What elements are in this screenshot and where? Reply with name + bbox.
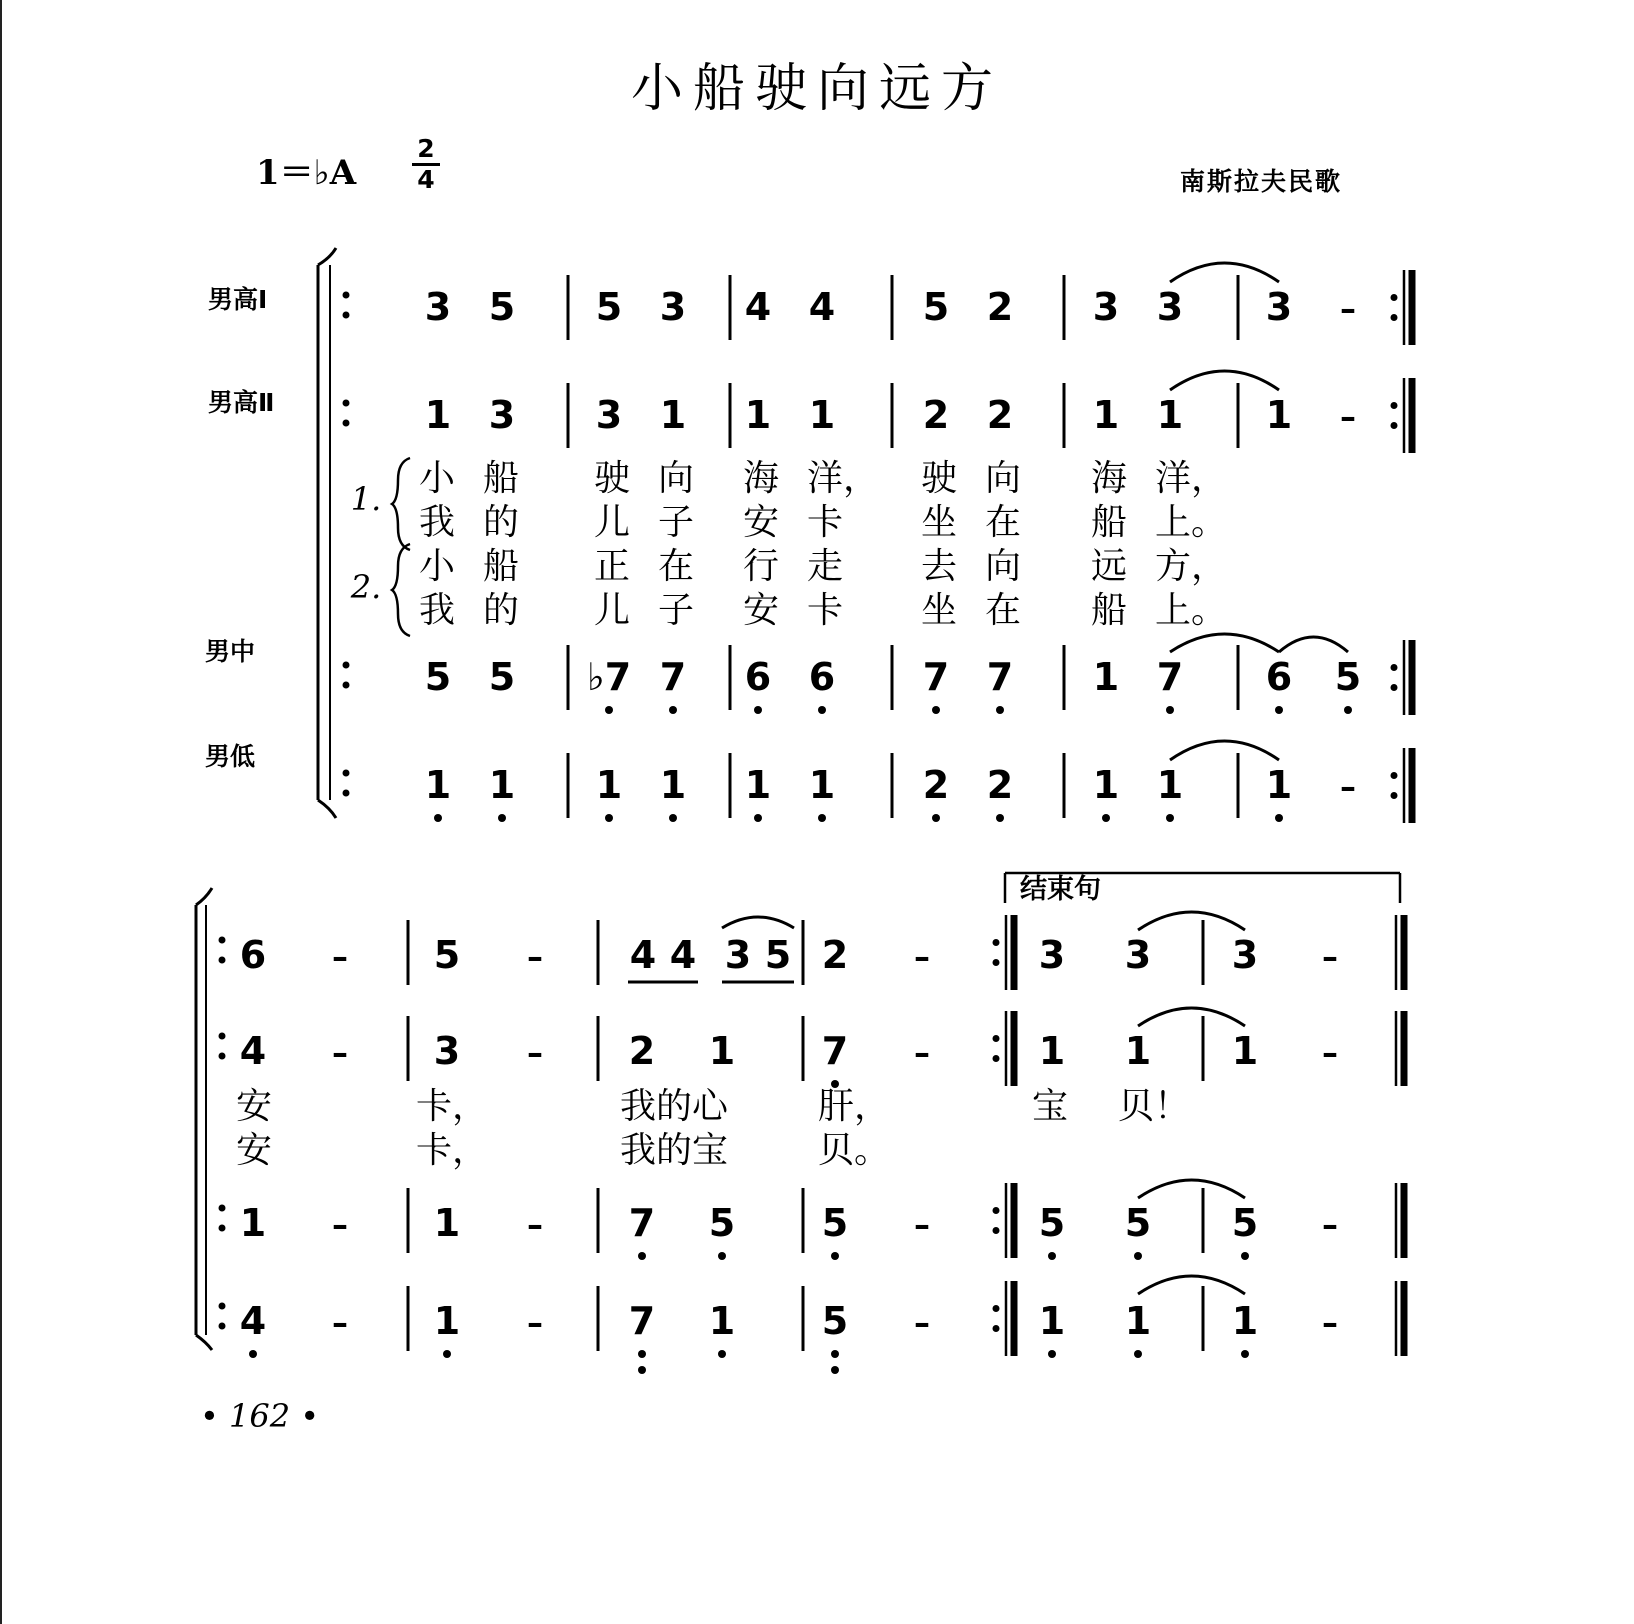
system1-repeat-start-bass-dot — [343, 790, 350, 797]
octave-dot-bass-s2-2 — [443, 1350, 451, 1358]
note-baritone-s2-0: 1 — [239, 1201, 267, 1245]
lyric-s1-line2-7: 在 — [985, 502, 1022, 543]
composer-credit: 南斯拉夫民歌 — [1180, 167, 1343, 196]
system2-repeat-mid-bass-dot — [993, 1305, 1000, 1312]
part-label-tenor1: 男高Ⅰ — [208, 285, 268, 314]
lyric-s1-line3-5: 走 — [807, 546, 844, 587]
note-tenor1-s2-7: 5 — [764, 933, 792, 977]
note-tenor2-s2-0: 4 — [239, 1029, 267, 1073]
lyric-s1-line1-8: 海 — [1091, 458, 1128, 499]
octave-dot-baritone-s2-10 — [1241, 1252, 1249, 1260]
octave-dot-bass-s1-9 — [1166, 814, 1174, 822]
lyric-s1-line1-9: 洋， — [1155, 458, 1228, 499]
system1-repeat-start-baritone-dot — [343, 682, 350, 689]
note-tenor1-s2-4: 4 — [629, 933, 657, 977]
verse-number-2: 2. — [350, 568, 382, 606]
octave-dot-baritone-s1-10 — [1275, 706, 1283, 714]
lyric-s1-line1-0: 小 — [419, 458, 456, 499]
lyric-s1-line2-2: 儿 — [594, 502, 631, 543]
note-baritone-s2-2: 1 — [433, 1201, 461, 1245]
octave-dot-baritone-s2-6 — [831, 1252, 839, 1260]
note-tenor1-s1-0: 3 — [424, 285, 452, 329]
lyric-s1-line4-8: 船 — [1091, 590, 1128, 631]
dash-bass-s2-7: – — [914, 1304, 930, 1342]
lyric-s1-line3-6: 去 — [921, 546, 958, 587]
tie-bass-s2 — [1138, 1276, 1245, 1294]
note-bass-s1-4: 1 — [744, 763, 772, 807]
octave-dot-bass-s1-5 — [818, 814, 826, 822]
lyric-s1-line4-2: 儿 — [594, 590, 631, 631]
lyric-s1-line1-7: 向 — [985, 458, 1022, 499]
dash-tenor2-s1-11: – — [1340, 398, 1356, 436]
dash-bass-s2-11: – — [1322, 1304, 1338, 1342]
lyric-s1-line4-4: 安 — [743, 590, 780, 631]
octave-dot-baritone-s1-extra-7 — [996, 706, 1004, 714]
lyric-s1-line4-6: 坐 — [921, 590, 958, 631]
note-baritone-s1-4: 6 — [744, 655, 772, 699]
tie-bass-s1 — [1170, 741, 1279, 760]
dash-tenor2-s2-3: – — [527, 1034, 543, 1072]
note-tenor1-s1-4: 4 — [744, 285, 772, 329]
system1-repeat-start-tenor1-dot — [343, 312, 350, 319]
system1-repeat-start-tenor1-dot — [343, 292, 350, 299]
lyric-s1-line3-1: 船 — [483, 546, 520, 587]
song-title: 小船驶向远方 — [630, 59, 1003, 119]
note-bass-s1-1: 1 — [488, 763, 516, 807]
note-tenor2-s1-7: 2 — [986, 393, 1014, 437]
system1-bracket-hook-top — [318, 248, 336, 265]
lyric-s1-line3-7: 向 — [985, 546, 1022, 587]
note-tenor2-s2-9: 1 — [1124, 1029, 1152, 1073]
note-bass-s1-0: 1 — [424, 763, 452, 807]
lyric-s1-line1-5: 洋， — [807, 458, 880, 499]
note-baritone-s1-2: ♭7 — [586, 655, 632, 699]
note-tenor1-s1-3: 3 — [659, 285, 687, 329]
note-tenor1-s2-11: 3 — [1124, 933, 1152, 977]
octave-dot-bass-s1-4 — [754, 814, 762, 822]
note-bass-s1-3: 1 — [659, 763, 687, 807]
note-tenor1-s2-10: 3 — [1038, 933, 1066, 977]
system2-repeat-start-tenor1-dot — [219, 937, 226, 944]
octave-dot-bass-s2-extra — [638, 1366, 646, 1374]
dash-bass-s2-1: – — [332, 1304, 348, 1342]
octave-dot-baritone-s1-extra-4 — [754, 706, 762, 714]
lyric-s1-line3-9: 方， — [1155, 546, 1228, 587]
lyric-s2-line1-0: 安 — [236, 1086, 273, 1127]
verse2-brace — [392, 544, 410, 636]
dash-bass-s1-11: – — [1340, 768, 1356, 806]
octave-dot-bass-s2-6 — [831, 1350, 839, 1358]
note-tenor2-s2-10: 1 — [1231, 1029, 1259, 1073]
octave-dot-baritone-s1-extra-6 — [932, 706, 940, 714]
octave-dot-bass-s1-3 — [669, 814, 677, 822]
note-bass-s1-6: 2 — [922, 763, 950, 807]
lyric-s1-line4-9: 上。 — [1155, 590, 1228, 631]
system1-repeat-end-baritone-dot — [1391, 684, 1398, 691]
lyric-s2-line2-1: 卡， — [416, 1130, 489, 1171]
octave-dot-bass-s2-10 — [1241, 1350, 1249, 1358]
note-baritone-s1-1: 5 — [488, 655, 516, 699]
system2-bracket-hook-top — [196, 888, 212, 905]
tie-baritone-s1-b — [1279, 637, 1348, 652]
dash-tenor2-s2-7: – — [914, 1034, 930, 1072]
system2-repeat-mid-tenor2-dot — [993, 1055, 1000, 1062]
octave-dot-bass-s1-1 — [498, 814, 506, 822]
tie-baritone-s1 — [1170, 634, 1279, 652]
time-signature-bottom: 4 — [417, 165, 435, 194]
note-baritone-s2-6: 5 — [821, 1201, 849, 1245]
octave-dot-baritone-s2-5 — [718, 1252, 726, 1260]
system2-repeat-start-baritone-dot — [219, 1225, 226, 1232]
octave-dot-baritone-s2-4 — [638, 1252, 646, 1260]
octave-dot-baritone-s1-9 — [1166, 706, 1174, 714]
tie-tenor2-s1 — [1170, 371, 1279, 390]
note-baritone-s1-8: 1 — [1092, 655, 1120, 699]
octave-dot-bass-s2-9 — [1134, 1350, 1142, 1358]
lyric-s1-line4-7: 在 — [985, 590, 1022, 631]
note-bass-s1-7: 2 — [986, 763, 1014, 807]
note-tenor2-s1-4: 1 — [744, 393, 772, 437]
note-tenor2-s1-6: 2 — [922, 393, 950, 437]
lyric-s1-line4-5: 卡 — [807, 590, 844, 631]
dash-baritone-s2-3: – — [527, 1206, 543, 1244]
octave-dot-baritone-s1-extra-5 — [818, 706, 826, 714]
octave-dot-baritone-s2-8 — [1048, 1252, 1056, 1260]
note-bass-s2-2: 1 — [433, 1299, 461, 1343]
note-baritone-s2-10: 5 — [1231, 1201, 1259, 1245]
lyric-s2-line2-3: 贝。 — [818, 1130, 891, 1171]
lyric-s2-line2-2: 我的宝 — [620, 1130, 729, 1171]
octave-dot-bass-s1-8 — [1102, 814, 1110, 822]
lyric-s1-line2-6: 坐 — [921, 502, 958, 543]
system2-repeat-start-baritone-dot — [219, 1205, 226, 1212]
octave-dot-bass-s2-5 — [718, 1350, 726, 1358]
system2-repeat-mid-bass-dot — [993, 1325, 1000, 1332]
system1-repeat-end-baritone-dot — [1391, 664, 1398, 671]
note-bass-s1-9: 1 — [1156, 763, 1184, 807]
system1-repeat-end-bass-dot — [1391, 772, 1398, 779]
octave-dot-bass-s1-10 — [1275, 814, 1283, 822]
dash-tenor2-s2-11: – — [1322, 1034, 1338, 1072]
tie-tenor1-s1 — [1170, 263, 1279, 282]
system2-repeat-start-tenor1-dot — [219, 957, 226, 964]
note-baritone-s2-9: 5 — [1124, 1201, 1152, 1245]
verse-number-1: 1. — [350, 480, 382, 518]
note-bass-s2-5: 1 — [708, 1299, 736, 1343]
system2-repeat-start-tenor2-dot — [219, 1053, 226, 1060]
note-tenor2-s2-2: 3 — [433, 1029, 461, 1073]
lyric-s1-line1-1: 船 — [483, 458, 520, 499]
note-tenor1-s1-1: 5 — [488, 285, 516, 329]
note-tenor2-s1-1: 3 — [488, 393, 516, 437]
system1-repeat-start-bass-dot — [343, 770, 350, 777]
lyric-s2-line1-4: 宝 — [1032, 1086, 1069, 1127]
tie-tenor1-s2 — [1138, 912, 1245, 930]
note-tenor2-s1-0: 1 — [424, 393, 452, 437]
note-tenor1-s1-8: 3 — [1092, 285, 1120, 329]
note-baritone-s2-5: 5 — [708, 1201, 736, 1245]
system2-repeat-mid-baritone-dot — [993, 1207, 1000, 1214]
note-tenor2-s1-10: 1 — [1265, 393, 1293, 437]
note-tenor2-s2-4: 2 — [628, 1029, 656, 1073]
note-baritone-s1-9: 7 — [1156, 655, 1184, 699]
octave-dot-bass-s1-0 — [434, 814, 442, 822]
system1-repeat-end-tenor2-dot — [1391, 422, 1398, 429]
system1-repeat-end-tenor1-dot — [1391, 314, 1398, 321]
system1-repeat-start-baritone-dot — [343, 662, 350, 669]
note-tenor2-s1-8: 1 — [1092, 393, 1120, 437]
note-tenor2-s1-3: 1 — [659, 393, 687, 437]
octave-dot-baritone-s2-9 — [1134, 1252, 1142, 1260]
key-signature: 1＝♭A — [256, 153, 357, 193]
tie-baritone-s2 — [1138, 1180, 1245, 1198]
lyric-s2-line1-5: 贝！ — [1118, 1086, 1191, 1127]
system1-repeat-start-tenor2-dot — [343, 400, 350, 407]
note-baritone-s1-10: 6 — [1265, 655, 1293, 699]
note-tenor2-s2-5: 1 — [708, 1029, 736, 1073]
dash-bass-s2-3: – — [527, 1304, 543, 1342]
lyric-s1-line2-9: 上。 — [1155, 502, 1228, 543]
note-bass-s2-6: 5 — [821, 1299, 849, 1343]
note-tenor1-s1-6: 5 — [922, 285, 950, 329]
note-tenor1-s2-0: 6 — [239, 933, 267, 977]
part-label-baritone: 男中 — [205, 637, 256, 666]
note-tenor2-s1-9: 1 — [1156, 393, 1184, 437]
lyric-s2-line1-2: 我的心 — [620, 1086, 729, 1127]
slur-tenor1-s2-bar3 — [722, 917, 794, 928]
octave-dot-bass-s1-6 — [932, 814, 940, 822]
dash-baritone-s2-11: – — [1322, 1206, 1338, 1244]
system2-repeat-mid-tenor1-dot — [993, 959, 1000, 966]
note-tenor1-s1-7: 2 — [986, 285, 1014, 329]
note-bass-s1-2: 1 — [595, 763, 623, 807]
system2-bracket-hook-bottom — [196, 1335, 212, 1350]
note-bass-s1-10: 1 — [1265, 763, 1293, 807]
note-baritone-s2-4: 7 — [628, 1201, 656, 1245]
octave-dot-bass-s2-8 — [1048, 1350, 1056, 1358]
lyric-s1-line1-3: 向 — [658, 458, 695, 499]
verse1-brace — [392, 458, 410, 550]
lyric-s1-line3-3: 在 — [658, 546, 695, 587]
lyric-s1-line2-0: 我 — [419, 502, 456, 543]
lyric-s1-line2-1: 的 — [483, 502, 520, 543]
lyric-s1-line1-2: 驶 — [594, 458, 631, 499]
lyric-s2-line2-0: 安 — [236, 1130, 273, 1171]
lyric-s2-line1-3: 肝， — [818, 1086, 891, 1127]
note-baritone-s1-5: 6 — [808, 655, 836, 699]
part-label-bass: 男低 — [205, 742, 256, 771]
lyric-s1-line1-4: 海 — [743, 458, 780, 499]
system1-repeat-end-tenor2-dot — [1391, 402, 1398, 409]
lyric-s1-line2-3: 子 — [658, 502, 695, 543]
octave-dot-bass-s2-0 — [249, 1350, 257, 1358]
octave-dot-baritone-s1-extra-2 — [605, 706, 613, 714]
system2-repeat-mid-tenor1-dot — [993, 939, 1000, 946]
lyric-s1-line4-0: 我 — [419, 590, 456, 631]
system2-repeat-start-bass-dot — [219, 1323, 226, 1330]
tie-tenor2-s2 — [1138, 1008, 1245, 1026]
system2-repeat-mid-baritone-dot — [993, 1227, 1000, 1234]
page-number: • 162 • — [200, 1397, 320, 1435]
note-bass-s2-10: 1 — [1231, 1299, 1259, 1343]
lyric-s1-line3-0: 小 — [419, 546, 456, 587]
octave-dot-baritone-s1-11 — [1344, 706, 1352, 714]
note-tenor1-s1-9: 3 — [1156, 285, 1184, 329]
system2-repeat-start-tenor2-dot — [219, 1033, 226, 1040]
dash-baritone-s2-1: – — [332, 1206, 348, 1244]
system2-repeat-mid-tenor2-dot — [993, 1035, 1000, 1042]
note-baritone-s1-7: 7 — [986, 655, 1014, 699]
dash-baritone-s2-7: – — [914, 1206, 930, 1244]
note-baritone-s2-8: 5 — [1038, 1201, 1066, 1245]
note-tenor2-s1-5: 1 — [808, 393, 836, 437]
note-tenor1-s2-6: 3 — [724, 933, 752, 977]
note-bass-s2-0: 4 — [239, 1299, 267, 1343]
octave-dot-bass-s2-extra2 — [831, 1366, 839, 1374]
system1-repeat-start-tenor2-dot — [343, 420, 350, 427]
note-tenor1-s1-10: 3 — [1265, 285, 1293, 329]
note-baritone-s1-11: 5 — [1334, 655, 1362, 699]
lyric-s2-line1-1: 卡， — [416, 1086, 489, 1127]
note-tenor2-s1-2: 3 — [595, 393, 623, 437]
note-bass-s2-4: 7 — [628, 1299, 656, 1343]
ending-label: 结束句 — [1020, 874, 1101, 905]
octave-dot-bass-s1-7 — [996, 814, 1004, 822]
dash-tenor1-s1-11: – — [1340, 290, 1356, 328]
note-tenor1-s1-2: 5 — [595, 285, 623, 329]
dash-tenor1-s2-3: – — [527, 938, 543, 976]
note-tenor2-s2-6: 7 — [821, 1029, 849, 1073]
lyric-s1-line2-8: 船 — [1091, 502, 1128, 543]
lyric-s1-line4-3: 子 — [658, 590, 695, 631]
system1-repeat-end-tenor1-dot — [1391, 294, 1398, 301]
note-tenor1-s2-8: 2 — [821, 933, 849, 977]
dash-tenor1-s2-1: – — [332, 938, 348, 976]
note-tenor1-s1-5: 4 — [808, 285, 836, 329]
note-bass-s1-5: 1 — [808, 763, 836, 807]
note-tenor1-s2-12: 3 — [1231, 933, 1259, 977]
lyric-s1-line4-1: 的 — [483, 590, 520, 631]
lyric-s1-line2-5: 卡 — [807, 502, 844, 543]
system1-bracket-hook-bottom — [318, 800, 336, 818]
dash-tenor1-s2-9: – — [914, 938, 930, 976]
lyric-s1-line3-8: 远 — [1091, 546, 1128, 587]
note-baritone-s1-3: 7 — [659, 655, 687, 699]
part-label-tenor2: 男高Ⅱ — [208, 388, 275, 417]
octave-dot-baritone-s1-extra-3 — [669, 706, 677, 714]
note-baritone-s1-6: 7 — [922, 655, 950, 699]
note-baritone-s1-0: 5 — [424, 655, 452, 699]
dash-tenor2-s2-1: – — [332, 1034, 348, 1072]
system2-repeat-start-bass-dot — [219, 1303, 226, 1310]
system1-repeat-end-bass-dot — [1391, 792, 1398, 799]
note-tenor1-s2-5: 4 — [669, 933, 697, 977]
note-bass-s2-8: 1 — [1038, 1299, 1066, 1343]
octave-dot-bass-s2-4 — [638, 1350, 646, 1358]
lyric-s1-line1-6: 驶 — [921, 458, 958, 499]
lyric-s1-line3-2: 正 — [594, 546, 631, 587]
note-tenor2-s2-8: 1 — [1038, 1029, 1066, 1073]
dash-tenor1-s2-13: – — [1322, 938, 1338, 976]
lyric-s1-line3-4: 行 — [743, 546, 780, 587]
lyric-s1-line2-4: 安 — [743, 502, 780, 543]
note-tenor1-s2-2: 5 — [433, 933, 461, 977]
note-bass-s2-9: 1 — [1124, 1299, 1152, 1343]
note-bass-s1-8: 1 — [1092, 763, 1120, 807]
time-signature-top: 2 — [417, 134, 435, 163]
octave-dot-bass-s1-2 — [605, 814, 613, 822]
